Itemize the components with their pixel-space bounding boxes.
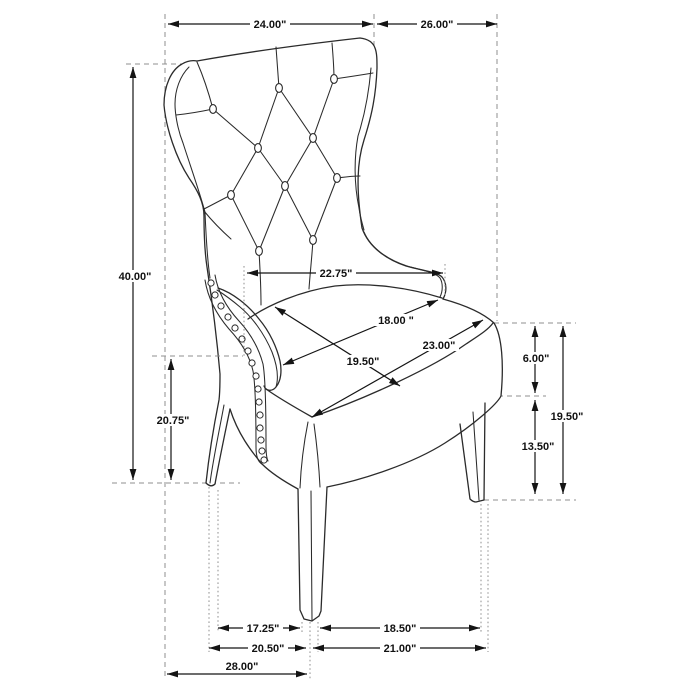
dim-label-back-width-at-arms: 22.75" [319, 268, 353, 280]
dim-label-seat-diagonal: 23.00" [422, 340, 456, 352]
dim-label-seat-edge-thickness: 6.00" [522, 353, 550, 365]
chair-drawing [164, 38, 502, 621]
dim-label-top-seat-overhang: 26.00" [420, 19, 454, 31]
dim-label-seat-back-width: 18.00 " [378, 315, 414, 327]
dim-label-overall-height: 40.00" [118, 271, 152, 283]
dim-label-rear-leg-height: 13.50" [521, 441, 555, 453]
chair-silhouette [164, 38, 502, 621]
dim-label-overall-depth: 28.00" [225, 661, 259, 673]
dim-label-seat-height: 19.50" [550, 411, 584, 423]
dim-label-arm-height: 20.75" [156, 415, 190, 427]
dim-label-leg-span-rear: 18.50" [383, 623, 417, 635]
dim-label-top-back-width: 24.00" [253, 19, 287, 31]
dim-label-base-depth-front: 20.50" [251, 643, 285, 655]
dim-label-front-leg-gap: 17.25" [246, 623, 280, 635]
dim-label-seat-depth: 19.50" [346, 356, 380, 368]
dim-label-base-depth-rear: 21.00" [383, 643, 417, 655]
